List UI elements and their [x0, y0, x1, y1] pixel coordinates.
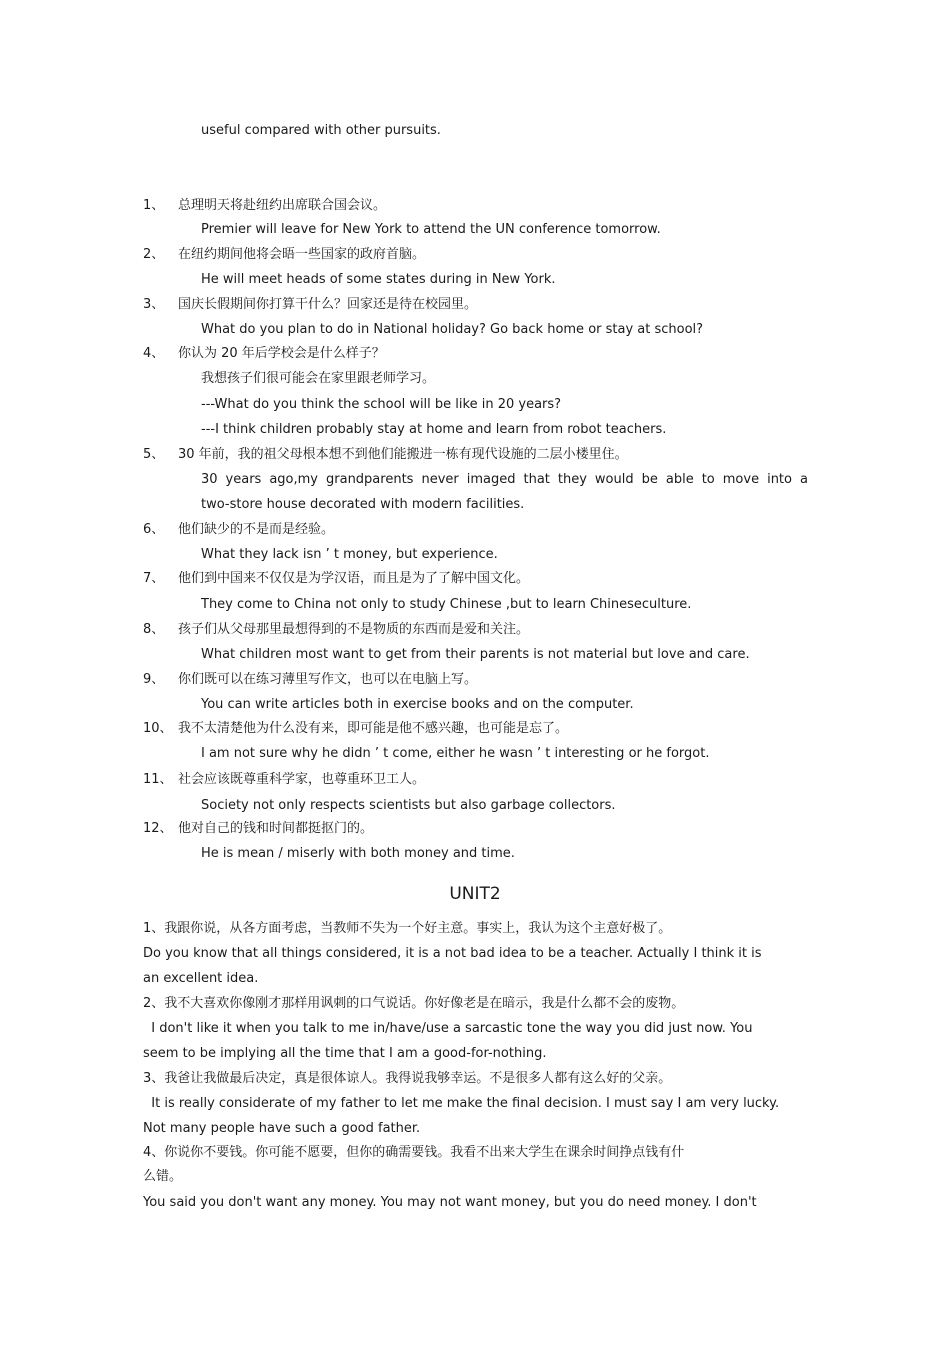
- justified-word: into: [767, 472, 792, 487]
- justified-word: a: [799, 472, 808, 487]
- item-chinese: 社会应该既尊重科学家，也尊重环卫工人。: [178, 772, 426, 787]
- item-english: ---What do you think the school will be like in 20 years?: [201, 397, 562, 412]
- continuation-line: useful compared with other pursuits.: [201, 123, 441, 138]
- justified-word: 30: [201, 472, 218, 487]
- item-number: 11、: [143, 772, 173, 787]
- unit2-line: seem to be implying all the time that I am a good-for-nothing.: [143, 1046, 547, 1061]
- justified-word: would: [594, 472, 634, 487]
- item-english: ---I think children probably stay at home and learn from robot teachers.: [201, 422, 667, 437]
- justified-word: move: [722, 472, 760, 487]
- justified-word: years: [225, 472, 262, 487]
- item-english: Premier will leave for New York to attend the UN conference tomorrow.: [201, 222, 661, 237]
- item-english: He will meet heads of some states during in New York.: [201, 272, 556, 287]
- item-english: He is mean / miserly with both money and time.: [201, 846, 515, 861]
- item-chinese: 在纽约期间他将会晤一些国家的政府首脑。: [178, 247, 426, 262]
- item-number: 6、: [143, 522, 165, 537]
- unit2-line: 2、我不大喜欢你像刚才那样用讽刺的口气说话。你好像老是在暗示，我是什么都不会的废物。: [143, 996, 685, 1011]
- unit-heading: UNIT2: [449, 884, 501, 904]
- item-number: 9、: [143, 672, 165, 687]
- justified-word: they: [557, 472, 587, 487]
- item-english: What children most want to get from their parents is not material but love and care.: [201, 647, 750, 662]
- item-chinese: 你们既可以在练习薄里写作文，也可以在电脑上写。: [178, 672, 478, 687]
- item-number: 5、: [143, 447, 165, 462]
- item-english-justified: [201, 471, 808, 489]
- unit2-line: 3、我爸让我做最后决定，真是很体谅人。我得说我够幸运。不是很多人都有这么好的父亲。: [143, 1071, 672, 1086]
- justified-word: imaged: [466, 472, 516, 487]
- justified-word: be: [641, 472, 658, 487]
- unit2-line: an excellent idea.: [143, 971, 259, 986]
- justified-word: that: [523, 472, 550, 487]
- item-chinese: 他们缺少的不是而是经验。: [178, 522, 335, 537]
- item-chinese: 你认为 20 年后学校会是什么样子？: [178, 346, 385, 361]
- justified-word: ago,my: [269, 472, 318, 487]
- item-chinese-second: 我想孩子们很可能会在家里跟老师学习。: [201, 371, 436, 386]
- item-chinese: 国庆长假期间你打算干什么？回家还是待在校园里。: [178, 297, 478, 312]
- item-chinese: 他们到中国来不仅仅是为学汉语，而且是为了了解中国文化。: [178, 571, 530, 586]
- item-english: I am not sure why he didn ’ t come, either he wasn ’ t interesting or he forgot.: [201, 746, 710, 761]
- item-chinese: 我不太清楚他为什么没有来，即可能是他不感兴趣，也可能是忘了。: [178, 721, 569, 736]
- item-chinese: 他对自己的钱和时间都挺抠门的。: [178, 821, 374, 836]
- item-number: 10、: [143, 721, 173, 736]
- item-english: You can write articles both in exercise books and on the computer.: [201, 697, 634, 712]
- unit2-line: You said you don't want any money. You may not want money, but you do need money. I don't: [143, 1195, 757, 1210]
- item-english: What do you plan to do in National holiday? Go back home or stay at school?: [201, 322, 704, 337]
- justified-word: never: [421, 472, 459, 487]
- item-number: 2、: [143, 247, 165, 262]
- unit2-line: 4、你说你不要钱。你可能不愿要，但你的确需要钱。我看不出来大学生在课余时间挣点钱有什: [143, 1145, 685, 1160]
- item-english: two-store house decorated with modern facilities.: [201, 497, 525, 512]
- unit2-line: Do you know that all things considered, it is a not bad idea to be a teacher. Actually I think it is: [143, 946, 762, 961]
- item-chinese: 总理明天将赴纽约出席联合国会议。: [178, 198, 387, 213]
- unit2-line: 么错。: [143, 1169, 183, 1184]
- unit2-line: It is really considerate of my father to let me make the final decision. I must say I am very lucky.: [143, 1096, 780, 1111]
- item-chinese: 孩子们从父母那里最想得到的不是物质的东西而是爱和关注。: [178, 622, 530, 637]
- item-english: What they lack isn ’ t money, but experience.: [201, 547, 498, 562]
- item-number: 8、: [143, 622, 165, 637]
- unit2-line: I don't like it when you talk to me in/have/use a sarcastic tone the way you did just now. You: [143, 1021, 753, 1036]
- item-number: 7、: [143, 571, 165, 586]
- unit2-line: Not many people have such a good father.: [143, 1121, 421, 1136]
- unit2-line: 1、我跟你说，从各方面考虑，当教师不失为一个好主意。事实上，我认为这个主意好极了。: [143, 921, 672, 936]
- item-english: They come to China not only to study Chinese ,but to learn Chineseculture.: [201, 597, 692, 612]
- item-chinese: 30 年前，我的祖父母根本想不到他们能搬进一栋有现代设施的二层小楼里住。: [178, 447, 628, 462]
- item-number: 3、: [143, 297, 165, 312]
- item-number: 1、: [143, 198, 165, 213]
- item-english: Society not only respects scientists but also garbage collectors.: [201, 798, 616, 813]
- justified-word: to: [701, 472, 715, 487]
- item-number: 12、: [143, 821, 173, 836]
- justified-word: able: [665, 472, 694, 487]
- justified-word: grandparents: [326, 472, 414, 487]
- item-number: 4、: [143, 346, 165, 361]
